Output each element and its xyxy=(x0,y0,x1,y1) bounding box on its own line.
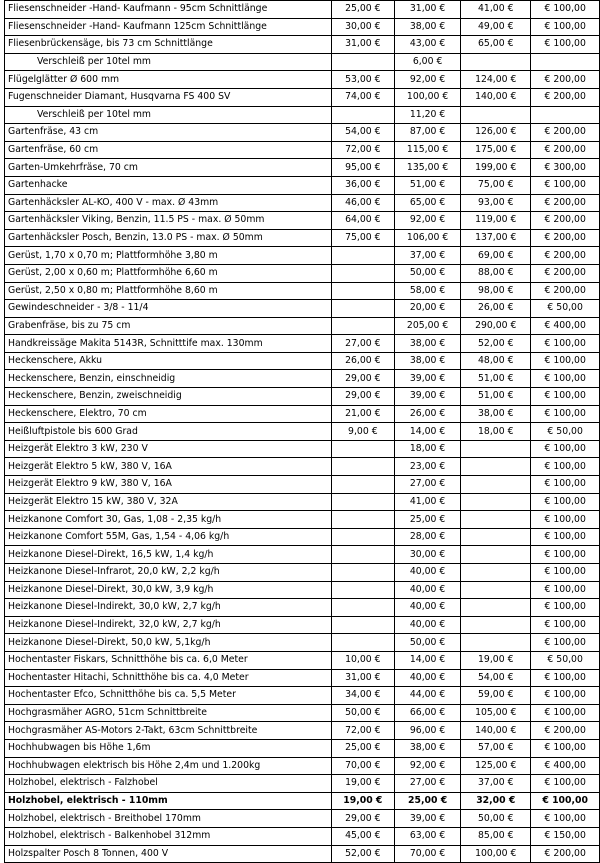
price-col-3-cell xyxy=(461,616,531,634)
price-col-2-cell: 39,00 € xyxy=(395,388,461,406)
item-name-cell: Hochentaster Hitachi, Schnitthöhe bis ca. 4,0 Meter xyxy=(5,669,332,687)
table-row xyxy=(5,775,600,793)
item-name-cell: Heizkanone Comfort 30, Gas, 1,08 - 2,35 kg/h xyxy=(5,511,332,529)
price-col-3-cell: 18,00 € xyxy=(461,423,531,441)
price-col-1-cell xyxy=(331,511,394,529)
deposit-cell: € 200,00 xyxy=(531,141,600,159)
price-col-2-cell: 38,00 € xyxy=(395,739,461,757)
deposit-cell: € 200,00 xyxy=(531,247,600,265)
item-name-cell: Gartenhacke xyxy=(5,176,332,194)
table-row xyxy=(5,476,600,494)
price-table-body xyxy=(5,1,600,863)
price-col-3-cell: 100,00 € xyxy=(461,845,531,863)
price-col-1-cell xyxy=(331,247,394,265)
price-col-1-cell: 72,00 € xyxy=(331,141,394,159)
price-col-3-cell xyxy=(461,493,531,511)
table-row xyxy=(5,36,600,54)
item-name-cell: Fliesenschneider -Hand- Kaufmann - 95cm Schnittlänge xyxy=(5,1,332,19)
price-col-2-cell: 18,00 € xyxy=(395,440,461,458)
price-col-1-cell: 75,00 € xyxy=(331,229,394,247)
table-row xyxy=(5,739,600,757)
item-name-cell: Hochentaster Fiskars, Schnitthöhe bis ca. 6,0 Meter xyxy=(5,651,332,669)
price-col-1-cell: 36,00 € xyxy=(331,176,394,194)
price-col-3-cell xyxy=(461,53,531,71)
deposit-cell: € 100,00 xyxy=(531,493,600,511)
price-col-1-cell: 74,00 € xyxy=(331,88,394,106)
price-col-3-cell xyxy=(461,440,531,458)
price-col-2-cell: 40,00 € xyxy=(395,599,461,617)
table-row xyxy=(5,722,600,740)
price-col-3-cell xyxy=(461,634,531,652)
item-name-cell: Gartenhäcksler Viking, Benzin, 11.5 PS - max. Ø 50mm xyxy=(5,212,332,230)
deposit-cell: € 100,00 xyxy=(531,546,600,564)
price-col-2-cell: 30,00 € xyxy=(395,546,461,564)
price-col-1-cell xyxy=(331,634,394,652)
price-col-3-cell: 105,00 € xyxy=(461,704,531,722)
price-col-3-cell: 199,00 € xyxy=(461,159,531,177)
price-col-3-cell: 124,00 € xyxy=(461,71,531,89)
price-col-1-cell: 95,00 € xyxy=(331,159,394,177)
price-col-1-cell: 9,00 € xyxy=(331,423,394,441)
item-name-cell: Heizgerät Elektro 9 kW, 380 V, 16A xyxy=(5,476,332,494)
price-col-1-cell: 54,00 € xyxy=(331,124,394,142)
price-col-1-cell: 29,00 € xyxy=(331,370,394,388)
deposit-cell: € 100,00 xyxy=(531,370,600,388)
price-col-3-cell: 93,00 € xyxy=(461,194,531,212)
price-col-1-cell xyxy=(331,546,394,564)
deposit-cell: € 100,00 xyxy=(531,669,600,687)
table-row xyxy=(5,159,600,177)
item-name-cell: Hochentaster Efco, Schnitthöhe bis ca. 5,5 Meter xyxy=(5,687,332,705)
item-name-cell: Heizkanone Diesel-Indirekt, 30,0 kW, 2,7 kg/h xyxy=(5,599,332,617)
deposit-cell: € 100,00 xyxy=(531,775,600,793)
table-row xyxy=(5,458,600,476)
price-col-2-cell: 20,00 € xyxy=(395,300,461,318)
item-name-cell: Handkreissäge Makita 5143R, Schnitttife max. 130mm xyxy=(5,335,332,353)
price-col-1-cell: 45,00 € xyxy=(331,827,394,845)
price-col-2-cell: 27,00 € xyxy=(395,775,461,793)
table-row xyxy=(5,88,600,106)
price-col-1-cell: 64,00 € xyxy=(331,212,394,230)
table-row xyxy=(5,18,600,36)
price-col-2-cell: 65,00 € xyxy=(395,194,461,212)
deposit-cell: € 100,00 xyxy=(531,792,600,810)
price-col-2-cell: 14,00 € xyxy=(395,423,461,441)
item-name-cell: Holzhobel, elektrisch - 110mm xyxy=(5,792,332,810)
table-row xyxy=(5,546,600,564)
price-col-2-cell: 38,00 € xyxy=(395,352,461,370)
item-name-cell: Heizkanone Diesel-Infrarot, 20,0 kW, 2,2 kg/h xyxy=(5,564,332,582)
price-col-3-cell: 119,00 € xyxy=(461,212,531,230)
table-row xyxy=(5,335,600,353)
deposit-cell: € 100,00 xyxy=(531,528,600,546)
price-col-1-cell xyxy=(331,493,394,511)
deposit-cell: € 200,00 xyxy=(531,212,600,230)
price-col-3-cell xyxy=(461,546,531,564)
price-col-2-cell: 28,00 € xyxy=(395,528,461,546)
price-col-3-cell xyxy=(461,599,531,617)
price-col-1-cell: 26,00 € xyxy=(331,352,394,370)
item-name-cell: Holzhobel, elektrisch - Breithobel 170mm xyxy=(5,810,332,828)
item-name-cell: Garten-Umkehrfräse, 70 cm xyxy=(5,159,332,177)
price-col-3-cell: 38,00 € xyxy=(461,405,531,423)
price-col-3-cell: 49,00 € xyxy=(461,18,531,36)
price-col-3-cell: 19,00 € xyxy=(461,651,531,669)
table-row xyxy=(5,317,600,335)
deposit-cell: € 100,00 xyxy=(531,687,600,705)
item-name-cell: Verschleiß per 10tel mm xyxy=(5,106,332,124)
price-col-2-cell: 87,00 € xyxy=(395,124,461,142)
price-col-1-cell: 25,00 € xyxy=(331,739,394,757)
deposit-cell: € 100,00 xyxy=(531,704,600,722)
deposit-cell: € 200,00 xyxy=(531,194,600,212)
price-col-2-cell: 6,00 € xyxy=(395,53,461,71)
deposit-cell: € 100,00 xyxy=(531,810,600,828)
price-col-3-cell: 140,00 € xyxy=(461,88,531,106)
price-col-1-cell: 46,00 € xyxy=(331,194,394,212)
price-col-2-cell: 31,00 € xyxy=(395,1,461,19)
price-col-3-cell: 290,00 € xyxy=(461,317,531,335)
table-row xyxy=(5,687,600,705)
price-col-3-cell xyxy=(461,528,531,546)
item-name-cell: Flügelglätter Ø 600 mm xyxy=(5,71,332,89)
price-col-2-cell: 50,00 € xyxy=(395,634,461,652)
price-col-2-cell: 44,00 € xyxy=(395,687,461,705)
price-col-1-cell: 31,00 € xyxy=(331,36,394,54)
table-row xyxy=(5,370,600,388)
deposit-cell: € 50,00 xyxy=(531,423,600,441)
item-name-cell: Verschleiß per 10tel mm xyxy=(5,53,332,71)
price-col-1-cell xyxy=(331,581,394,599)
price-col-1-cell: 29,00 € xyxy=(331,388,394,406)
price-col-2-cell: 63,00 € xyxy=(395,827,461,845)
item-name-cell: Heckenschere, Benzin, einschneidig xyxy=(5,370,332,388)
price-col-2-cell: 40,00 € xyxy=(395,616,461,634)
price-col-2-cell: 41,00 € xyxy=(395,493,461,511)
price-col-3-cell xyxy=(461,581,531,599)
item-name-cell: Heckenschere, Akku xyxy=(5,352,332,370)
price-col-3-cell: 69,00 € xyxy=(461,247,531,265)
table-row xyxy=(5,282,600,300)
table-row xyxy=(5,176,600,194)
price-col-1-cell xyxy=(331,53,394,71)
deposit-cell: € 100,00 xyxy=(531,1,600,19)
price-col-3-cell: 85,00 € xyxy=(461,827,531,845)
table-row xyxy=(5,124,600,142)
price-col-2-cell: 66,00 € xyxy=(395,704,461,722)
item-name-cell: Holzspalter Posch 8 Tonnen, 400 V xyxy=(5,845,332,863)
price-col-2-cell: 38,00 € xyxy=(395,335,461,353)
price-col-1-cell xyxy=(331,106,394,124)
table-row xyxy=(5,634,600,652)
item-name-cell: Gartenhäcksler Posch, Benzin, 13.0 PS - max. Ø 50mm xyxy=(5,229,332,247)
price-col-3-cell: 57,00 € xyxy=(461,739,531,757)
table-row xyxy=(5,669,600,687)
price-col-2-cell: 51,00 € xyxy=(395,176,461,194)
table-row xyxy=(5,651,600,669)
deposit-cell: € 100,00 xyxy=(531,18,600,36)
item-name-cell: Heizkanone Diesel-Direkt, 50,0 kW, 5,1kg/h xyxy=(5,634,332,652)
deposit-cell: € 200,00 xyxy=(531,71,600,89)
table-row xyxy=(5,300,600,318)
price-col-1-cell xyxy=(331,264,394,282)
price-col-1-cell xyxy=(331,440,394,458)
price-col-3-cell: 137,00 € xyxy=(461,229,531,247)
table-row xyxy=(5,440,600,458)
price-col-3-cell xyxy=(461,106,531,124)
price-col-2-cell: 38,00 € xyxy=(395,18,461,36)
price-col-1-cell xyxy=(331,564,394,582)
deposit-cell xyxy=(531,106,600,124)
deposit-cell: € 100,00 xyxy=(531,458,600,476)
price-col-1-cell xyxy=(331,599,394,617)
item-name-cell: Heizgerät Elektro 3 kW, 230 V xyxy=(5,440,332,458)
item-name-cell: Heißluftpistole bis 600 Grad xyxy=(5,423,332,441)
table-row xyxy=(5,388,600,406)
price-col-1-cell: 21,00 € xyxy=(331,405,394,423)
price-col-3-cell: 51,00 € xyxy=(461,388,531,406)
price-col-1-cell xyxy=(331,476,394,494)
price-col-1-cell: 10,00 € xyxy=(331,651,394,669)
table-row xyxy=(5,528,600,546)
table-row xyxy=(5,581,600,599)
table-row xyxy=(5,616,600,634)
price-col-1-cell: 53,00 € xyxy=(331,71,394,89)
table-row xyxy=(5,71,600,89)
price-col-2-cell: 11,20 € xyxy=(395,106,461,124)
table-row xyxy=(5,264,600,282)
price-col-2-cell: 25,00 € xyxy=(395,511,461,529)
item-name-cell: Grabenfräse, bis zu 75 cm xyxy=(5,317,332,335)
price-col-3-cell xyxy=(461,458,531,476)
price-col-2-cell: 14,00 € xyxy=(395,651,461,669)
price-col-3-cell: 26,00 € xyxy=(461,300,531,318)
price-col-3-cell: 175,00 € xyxy=(461,141,531,159)
deposit-cell: € 200,00 xyxy=(531,845,600,863)
item-name-cell: Gartenfräse, 43 cm xyxy=(5,124,332,142)
price-col-1-cell xyxy=(331,317,394,335)
table-row xyxy=(5,564,600,582)
price-col-1-cell xyxy=(331,282,394,300)
price-col-1-cell xyxy=(331,300,394,318)
price-col-1-cell: 70,00 € xyxy=(331,757,394,775)
item-name-cell: Heizgerät Elektro 15 kW, 380 V, 32A xyxy=(5,493,332,511)
item-name-cell: Heckenschere, Elektro, 70 cm xyxy=(5,405,332,423)
price-col-1-cell: 25,00 € xyxy=(331,1,394,19)
item-name-cell: Hochgrasmäher AGRO, 51cm Schnittbreite xyxy=(5,704,332,722)
price-col-3-cell: 65,00 € xyxy=(461,36,531,54)
item-name-cell: Hochhubwagen bis Höhe 1,6m xyxy=(5,739,332,757)
item-name-cell: Gerüst, 2,50 x 0,80 m; Plattformhöhe 8,60 m xyxy=(5,282,332,300)
deposit-cell: € 100,00 xyxy=(531,564,600,582)
deposit-cell: € 100,00 xyxy=(531,335,600,353)
price-col-3-cell: 37,00 € xyxy=(461,775,531,793)
deposit-cell: € 200,00 xyxy=(531,264,600,282)
price-col-2-cell: 25,00 € xyxy=(395,792,461,810)
table-row xyxy=(5,493,600,511)
deposit-cell: € 100,00 xyxy=(531,739,600,757)
table-row xyxy=(5,827,600,845)
item-name-cell: Holzhobel, elektrisch - Balkenhobel 312mm xyxy=(5,827,332,845)
price-col-1-cell: 31,00 € xyxy=(331,669,394,687)
price-col-2-cell: 50,00 € xyxy=(395,264,461,282)
price-col-2-cell: 27,00 € xyxy=(395,476,461,494)
deposit-cell: € 200,00 xyxy=(531,722,600,740)
item-name-cell: Fliesenschneider -Hand- Kaufmann 125cm Schnittlänge xyxy=(5,18,332,36)
table-row xyxy=(5,599,600,617)
price-col-1-cell: 34,00 € xyxy=(331,687,394,705)
price-col-2-cell: 92,00 € xyxy=(395,71,461,89)
price-col-2-cell: 92,00 € xyxy=(395,212,461,230)
deposit-cell: € 100,00 xyxy=(531,511,600,529)
deposit-cell xyxy=(531,53,600,71)
deposit-cell: € 150,00 xyxy=(531,827,600,845)
price-col-2-cell: 205,00 € xyxy=(395,317,461,335)
deposit-cell: € 100,00 xyxy=(531,476,600,494)
deposit-cell: € 50,00 xyxy=(531,300,600,318)
price-col-2-cell: 23,00 € xyxy=(395,458,461,476)
price-col-2-cell: 26,00 € xyxy=(395,405,461,423)
price-col-2-cell: 135,00 € xyxy=(395,159,461,177)
price-col-2-cell: 115,00 € xyxy=(395,141,461,159)
table-row xyxy=(5,511,600,529)
item-name-cell: Heizkanone Diesel-Direkt, 16,5 kW, 1,4 kg/h xyxy=(5,546,332,564)
price-col-3-cell: 41,00 € xyxy=(461,1,531,19)
price-col-1-cell xyxy=(331,458,394,476)
price-col-3-cell: 51,00 € xyxy=(461,370,531,388)
deposit-cell: € 100,00 xyxy=(531,36,600,54)
table-row xyxy=(5,792,600,810)
table-row xyxy=(5,247,600,265)
price-col-2-cell: 106,00 € xyxy=(395,229,461,247)
price-col-3-cell: 75,00 € xyxy=(461,176,531,194)
table-row xyxy=(5,352,600,370)
price-col-1-cell xyxy=(331,616,394,634)
price-col-3-cell: 59,00 € xyxy=(461,687,531,705)
deposit-cell: € 200,00 xyxy=(531,229,600,247)
deposit-cell: € 100,00 xyxy=(531,634,600,652)
price-table xyxy=(4,0,600,863)
price-col-3-cell: 50,00 € xyxy=(461,810,531,828)
table-row xyxy=(5,229,600,247)
price-col-3-cell xyxy=(461,511,531,529)
price-col-1-cell: 52,00 € xyxy=(331,845,394,863)
price-col-2-cell: 39,00 € xyxy=(395,810,461,828)
table-row xyxy=(5,757,600,775)
price-col-1-cell: 29,00 € xyxy=(331,810,394,828)
table-row xyxy=(5,53,600,71)
price-col-3-cell: 125,00 € xyxy=(461,757,531,775)
price-col-1-cell: 72,00 € xyxy=(331,722,394,740)
item-name-cell: Heizgerät Elektro 5 kW, 380 V, 16A xyxy=(5,458,332,476)
item-name-cell: Heizkanone Diesel-Indirekt, 32,0 kW, 2,7 kg/h xyxy=(5,616,332,634)
table-row xyxy=(5,194,600,212)
deposit-cell: € 100,00 xyxy=(531,352,600,370)
deposit-cell: € 200,00 xyxy=(531,124,600,142)
price-col-3-cell xyxy=(461,476,531,494)
price-col-3-cell: 48,00 € xyxy=(461,352,531,370)
price-col-2-cell: 43,00 € xyxy=(395,36,461,54)
item-name-cell: Heizkanone Diesel-Direkt, 30,0 kW, 3,9 kg/h xyxy=(5,581,332,599)
item-name-cell: Fugenschneider Diamant, Husqvarna FS 400 SV xyxy=(5,88,332,106)
price-col-3-cell: 126,00 € xyxy=(461,124,531,142)
price-col-2-cell: 100,00 € xyxy=(395,88,461,106)
table-row xyxy=(5,423,600,441)
item-name-cell: Gartenhäcksler AL-KO, 400 V - max. Ø 43mm xyxy=(5,194,332,212)
price-col-2-cell: 96,00 € xyxy=(395,722,461,740)
item-name-cell: Gerüst, 2,00 x 0,60 m; Plattformhöhe 6,60 m xyxy=(5,264,332,282)
table-row xyxy=(5,141,600,159)
item-name-cell: Gartenfräse, 60 cm xyxy=(5,141,332,159)
price-col-3-cell: 52,00 € xyxy=(461,335,531,353)
price-col-3-cell: 98,00 € xyxy=(461,282,531,300)
deposit-cell: € 50,00 xyxy=(531,651,600,669)
price-col-2-cell: 58,00 € xyxy=(395,282,461,300)
item-name-cell: Hochhubwagen elektrisch bis Höhe 2,4m und 1.200kg xyxy=(5,757,332,775)
price-col-3-cell: 32,00 € xyxy=(461,792,531,810)
item-name-cell: Hochgrasmäher AS-Motors 2-Takt, 63cm Schnittbreite xyxy=(5,722,332,740)
price-col-2-cell: 40,00 € xyxy=(395,564,461,582)
price-col-3-cell xyxy=(461,564,531,582)
price-col-1-cell xyxy=(331,528,394,546)
price-col-1-cell: 50,00 € xyxy=(331,704,394,722)
item-name-cell: Gerüst, 1,70 x 0,70 m; Plattformhöhe 3,80 m xyxy=(5,247,332,265)
price-col-3-cell: 88,00 € xyxy=(461,264,531,282)
item-name-cell: Fliesenbrückensäge, bis 73 cm Schnittlänge xyxy=(5,36,332,54)
item-name-cell: Holzhobel, elektrisch - Falzhobel xyxy=(5,775,332,793)
table-row xyxy=(5,405,600,423)
price-col-2-cell: 39,00 € xyxy=(395,370,461,388)
item-name-cell: Heizkanone Comfort 55M, Gas, 1,54 - 4,06 kg/h xyxy=(5,528,332,546)
deposit-cell: € 100,00 xyxy=(531,176,600,194)
item-name-cell: Gewindeschneider - 3/8 - 11/4 xyxy=(5,300,332,318)
price-col-2-cell: 40,00 € xyxy=(395,669,461,687)
price-col-3-cell: 140,00 € xyxy=(461,722,531,740)
price-col-2-cell: 37,00 € xyxy=(395,247,461,265)
table-row xyxy=(5,106,600,124)
deposit-cell: € 100,00 xyxy=(531,388,600,406)
price-col-2-cell: 40,00 € xyxy=(395,581,461,599)
table-row xyxy=(5,212,600,230)
deposit-cell: € 100,00 xyxy=(531,405,600,423)
deposit-cell: € 200,00 xyxy=(531,88,600,106)
deposit-cell: € 200,00 xyxy=(531,282,600,300)
price-col-3-cell: 54,00 € xyxy=(461,669,531,687)
table-row xyxy=(5,704,600,722)
deposit-cell: € 100,00 xyxy=(531,440,600,458)
price-col-1-cell: 30,00 € xyxy=(331,18,394,36)
deposit-cell: € 300,00 xyxy=(531,159,600,177)
deposit-cell: € 400,00 xyxy=(531,317,600,335)
price-col-2-cell: 70,00 € xyxy=(395,845,461,863)
price-col-1-cell: 19,00 € xyxy=(331,775,394,793)
table-row xyxy=(5,810,600,828)
table-row xyxy=(5,1,600,19)
deposit-cell: € 100,00 xyxy=(531,599,600,617)
deposit-cell: € 100,00 xyxy=(531,581,600,599)
price-col-2-cell: 92,00 € xyxy=(395,757,461,775)
deposit-cell: € 100,00 xyxy=(531,616,600,634)
price-col-1-cell: 19,00 € xyxy=(331,792,394,810)
price-col-1-cell: 27,00 € xyxy=(331,335,394,353)
deposit-cell: € 400,00 xyxy=(531,757,600,775)
item-name-cell: Heckenschere, Benzin, zweischneidig xyxy=(5,388,332,406)
